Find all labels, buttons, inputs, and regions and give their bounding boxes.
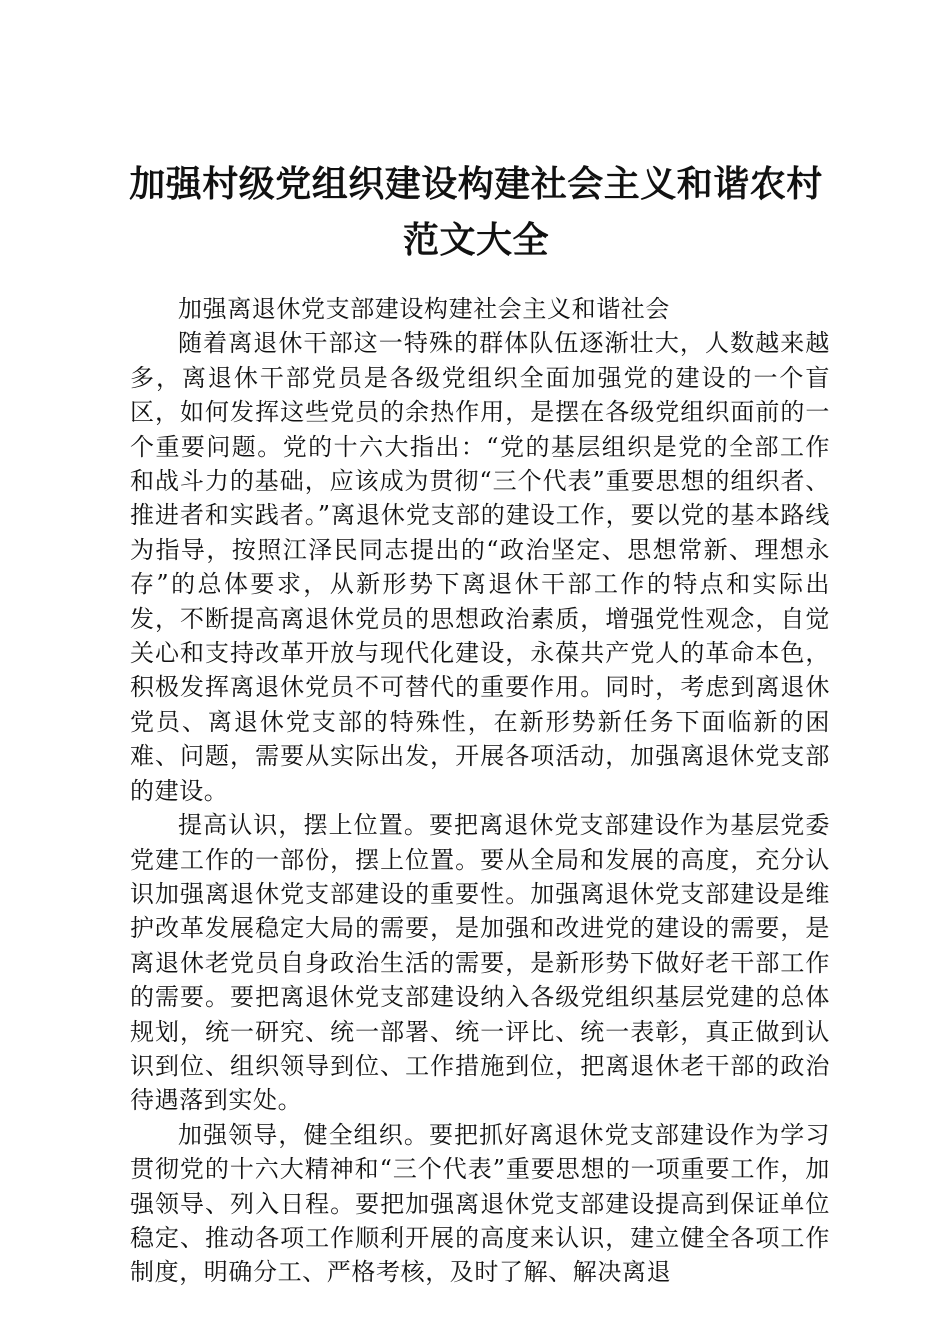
body-paragraph: 提高认识，摆上位置。要把离退休党支部建设作为基层党委党建工作的一部份，摆上位置。要从全局和发展的高度，充分认识加强离退休党支部建设的重要性。加强离退休党支部建设是维护改革发展稳定大局的需要，是加强和改进党的建设的需要，是离退休老党员自身政治生活的需要，是新形势下做好老干部工作的需要。要把离退休党支部建设纳入各级党组织基层党建的总体规划，统一研究、统一部署、统一评比、统一表彰，真正做到认识到位、组织领导到位、工作措施到位，把离退休老干部的政治待遇落到实处。 — [130, 811, 830, 1115]
document-body — [130, 292, 830, 1290]
document-subtitle: 加强离退休党支部建设构建社会主义和谐社会 — [178, 295, 670, 323]
body-paragraph: 加强领导，健全组织。要把抓好离退休党支部建设作为学习贯彻党的十六大精神和“三个代表”重要思想的一项重要工作，加强领导、列入日程。要把加强离退休党支部建设提高到保证单位稳定、推动各项工作顺利开展的高度来认识，建立健全各项工作制度，明确分工、严格考核，及时了解、解决离退 — [130, 1120, 830, 1287]
document-title: 加强村级党组织建设构建社会主义和谐农村范文大全 — [129, 163, 823, 261]
body-paragraph: 随着离退休干部这一特殊的群体队伍逐渐壮大，人数越来越多，离退休干部党员是各级党组织全面加强党的建设的一个盲区，如何发挥这些党员的余热作用，是摆在各级党组织面前的一个重要问题。党的十六大指出：“党的基层组织是党的全部工作和战斗力的基础，应该成为贯彻“三个代表”重要思想的组织者、推进者和实践者。”离退休党支部的建设工作，要以党的基本路线为指导，按照江泽民同志提出的“政治坚定、思想常新、理想永存”的总体要求，从新形势下离退休干部工作的特点和实际出发，不断提高离退休党员的思想政治素质，增强党性观念，自觉关心和支持改革开放与现代化建设，永葆共产党人的革命本色，积极发挥离退休党员不可替代的重要作用。同时，考虑到离退休党员、离退休党支部的特殊性，在新形势新任务下面临新的困难、问题，需要从实际出发，开展各项活动，加强离退休党支部的建设。 — [130, 329, 830, 805]
